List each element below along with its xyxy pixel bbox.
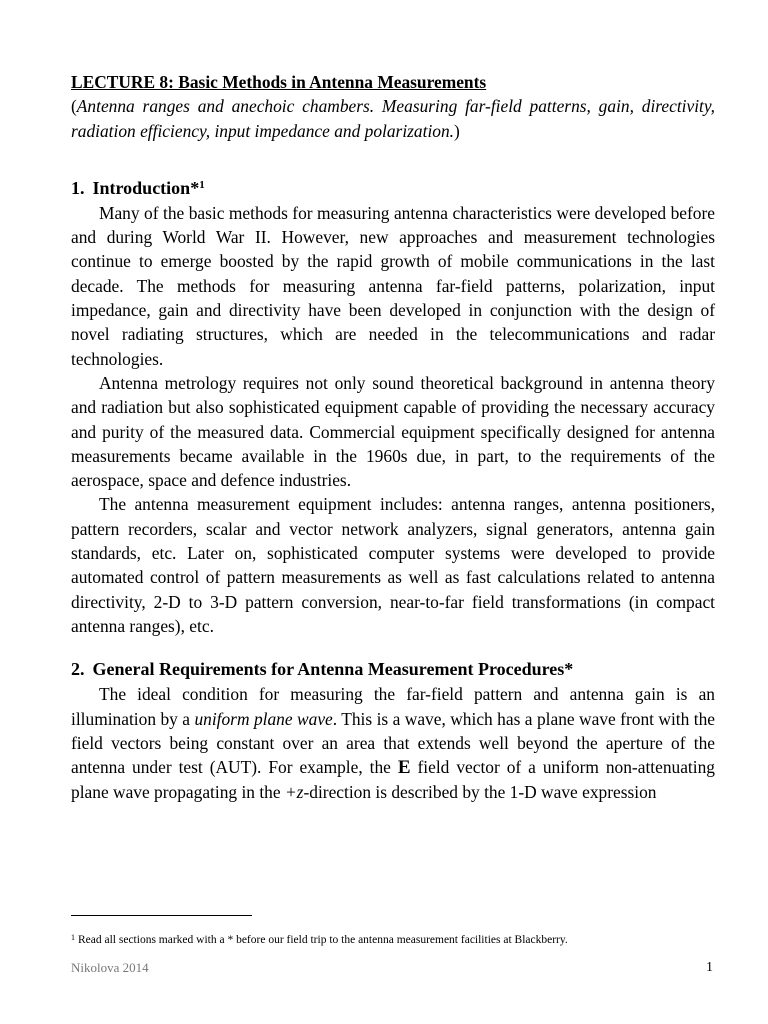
subtitle-text: Antenna ranges and anechoic chambers. Measuring far-field patterns, gain, directivity, radiation efficiency, input impedance and polarization. bbox=[71, 96, 715, 141]
section-2-paragraph-1 bbox=[71, 682, 715, 804]
footnote bbox=[71, 932, 568, 948]
lecture-subtitle bbox=[71, 94, 715, 143]
footnote-mark: 1 bbox=[71, 933, 75, 942]
section-1-paragraph-1: Many of the basic methods for measuring antenna characteristics were developed before and during World War II. However, new approaches and measurement technologies continue to emerge boosted by the rapid growth of mobile communications in the last decade. The methods for measuring antenna far-field patterns, polarization, input impedance, gain and directivity have been developed in conjunction with the design of novel radiating structures, which are needed in the telecommunications and radar technologies. bbox=[71, 202, 715, 369]
footnote-ref[interactable]: 1 bbox=[199, 178, 205, 191]
s2-bold-E: E bbox=[397, 757, 411, 779]
s2-text-a: The ideal condition for measuring the far-field pattern and antenna gain is an illumination by a bbox=[71, 684, 715, 729]
subtitle-close-paren: ) bbox=[454, 120, 460, 141]
section-2-heading bbox=[71, 656, 715, 682]
section-1-heading bbox=[71, 175, 715, 201]
page-number: 1 bbox=[706, 960, 713, 975]
subtitle-open-paren: ( bbox=[71, 96, 77, 117]
s2-text-b: . This is a wave, which has a plane wave front with the field vectors being constant over an area that extends well beyond the aperture of the antenna under test (AUT). For example, the bbox=[71, 708, 716, 778]
footnote-divider bbox=[71, 915, 252, 916]
s2-text-d: -direction is described by the 1-D wave expression bbox=[303, 782, 657, 803]
section-1-title: Introduction* bbox=[92, 177, 200, 198]
footnote-text: Read all sections marked with a * before our field trip to the antenna measurement facilities at Blackberry. bbox=[78, 934, 568, 946]
section-2-title: General Requirements for Antenna Measurement Procedures* bbox=[92, 659, 574, 680]
section-1-paragraph-3: The antenna measurement equipment includes: antenna ranges, antenna positioners, pattern recorders, scalar and vector network analyzers, signal generators, antenna gain standards, etc. Later on, sophisticated computer systems were developed to provide automated control of pattern measurements as well as fast calculations related to antenna directivity, 2-D to 3-D pattern conversion, near-to-far field transformations (in compact antenna ranges), etc. bbox=[71, 494, 715, 636]
section-2-number: 2. bbox=[71, 659, 85, 680]
s2-math-z: +z bbox=[284, 782, 304, 803]
document-page bbox=[71, 70, 715, 805]
lecture-title: LECTURE 8: Basic Methods in Antenna Measurements bbox=[71, 72, 487, 92]
s2-text-c: field vector of a uniform non-attenuating plane wave propagating in the bbox=[71, 757, 715, 803]
section-1-paragraph-2: Antenna metrology requires not only sound theoretical background in antenna theory and radiation but also sophisticated equipment capable of providing the necessary accuracy and purity of the measured data. Commercial equipment specifically designed for antenna measurements became available in the 1960s due, in part, to the requirements of the aerospace, space and defence industries. bbox=[71, 372, 715, 491]
s2-italic-term: uniform plane wave bbox=[194, 708, 333, 729]
footer-author: Nikolova 2014 bbox=[71, 960, 149, 975]
section-1-number: 1. bbox=[71, 177, 85, 198]
